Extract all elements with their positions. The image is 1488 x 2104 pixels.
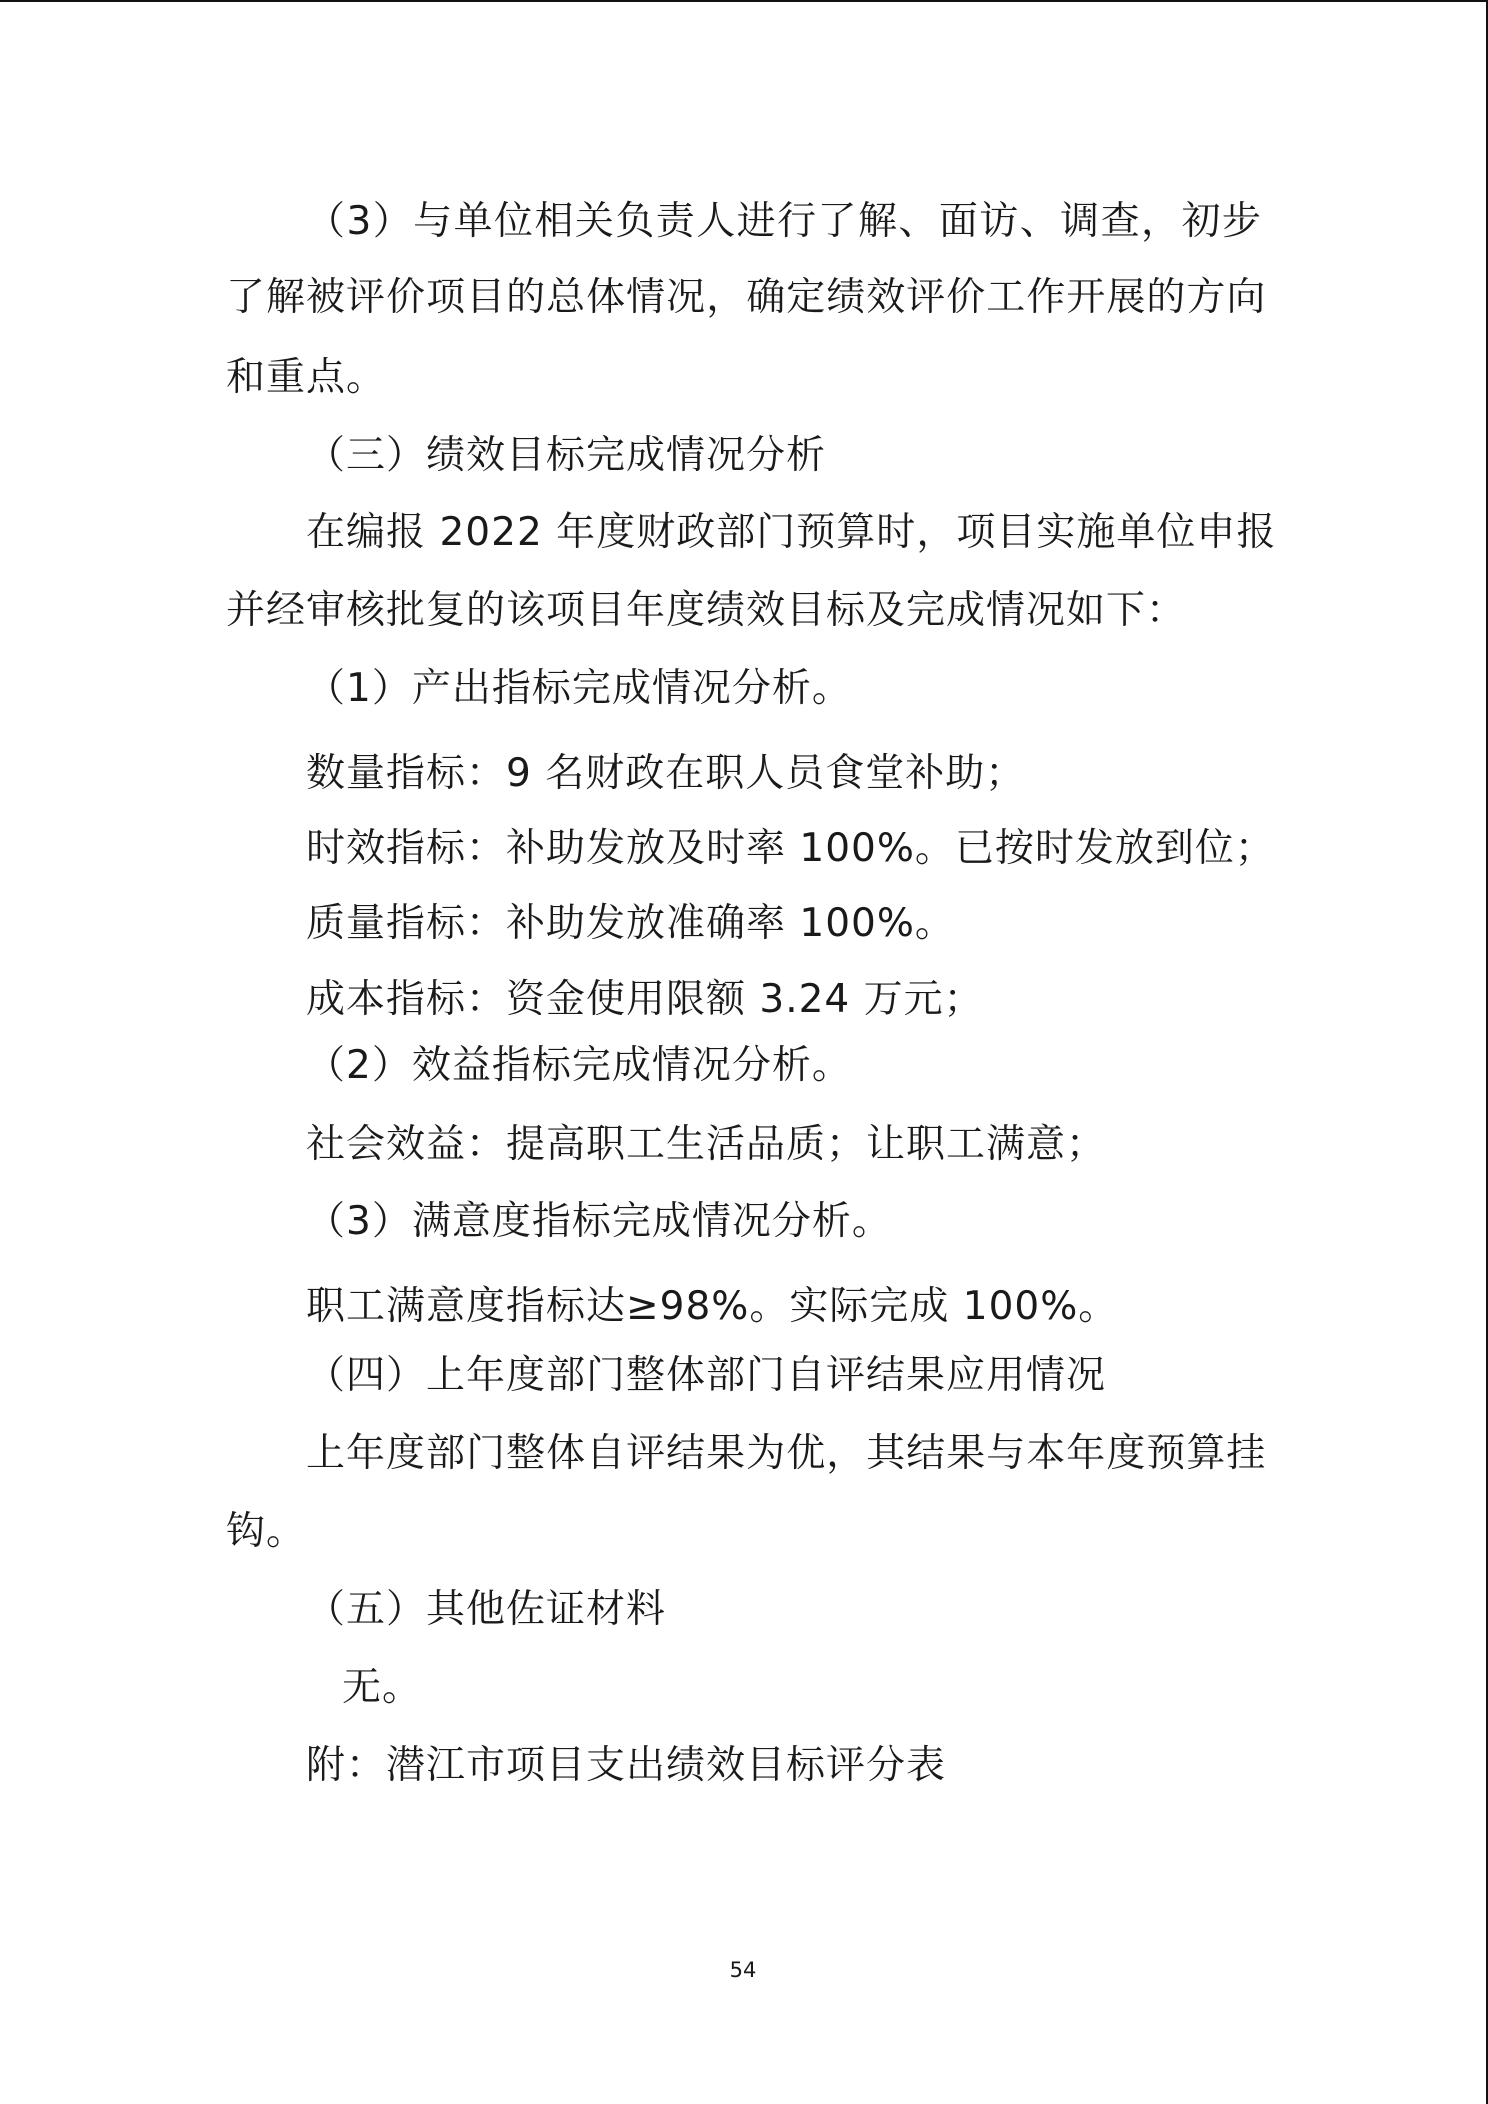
indicator-line: 数量指标：9 名财政在职人员食堂补助； [306, 751, 1026, 796]
subsection-heading: （1）产出指标完成情况分析。 [306, 666, 852, 711]
paragraph-line: 了 解 被 评 价 项 目 的 总 体 情 况 ， 确 定 绩 效 评 价 工 作 开 展 的 方 向 [226, 275, 1267, 320]
subsection-heading: （2）效益指标完成情况分析。 [306, 1043, 852, 1088]
paragraph-line: 在 编 报 2 0 2 2 年 度 财 政 部 门 预 算 时 ， 项 目 实 施 单 位 申 报 [306, 510, 1277, 555]
paragraph-line: （ 3 ） 与 单 位 相 关 负 责 人 进 行 了 解 、 面 访 、 调 查 ， 初 步 [306, 199, 1262, 244]
subsection-heading: （3）满意度指标完成情况分析。 [306, 1199, 892, 1244]
section-heading: （五）其他佐证材料 [306, 1587, 667, 1632]
indicator-line: 社会效益：提高职工生活品质；让职工满意； [306, 1122, 1107, 1167]
paragraph-line: 并经审核批复的该项目年度绩效目标及完成情况如下： [226, 588, 1187, 633]
indicator-line: 质量指标：补助发放准确率 100%。 [306, 901, 955, 946]
paragraph-line: 无。 [342, 1665, 423, 1710]
appendix-line: 附：潜江市项目支出绩效目标评分表 [306, 1743, 947, 1788]
section-heading: （三）绩效目标完成情况分析 [306, 433, 827, 478]
paragraph-line: 上 年 度 部 门 整 体 自 评 结 果 为 优 ， 其 结 果 与 本 年 度 预 算 挂 [306, 1431, 1267, 1476]
indicator-line: 成本指标：资金使用限额 3.24 万元； [306, 977, 984, 1022]
indicator-line: 职工满意度指标达≥98%。实际完成 100%。 [306, 1284, 1119, 1329]
section-heading: （四）上年度部门整体部门自评结果应用情况 [306, 1353, 1107, 1398]
paragraph-line: 和重点。 [226, 355, 387, 400]
paragraph-line: 钩。 [226, 1509, 307, 1554]
page-number: 54 [729, 1958, 757, 1982]
indicator-line: 时效指标：补助发放及时率 100%。已按时发放到位； [306, 826, 1275, 871]
